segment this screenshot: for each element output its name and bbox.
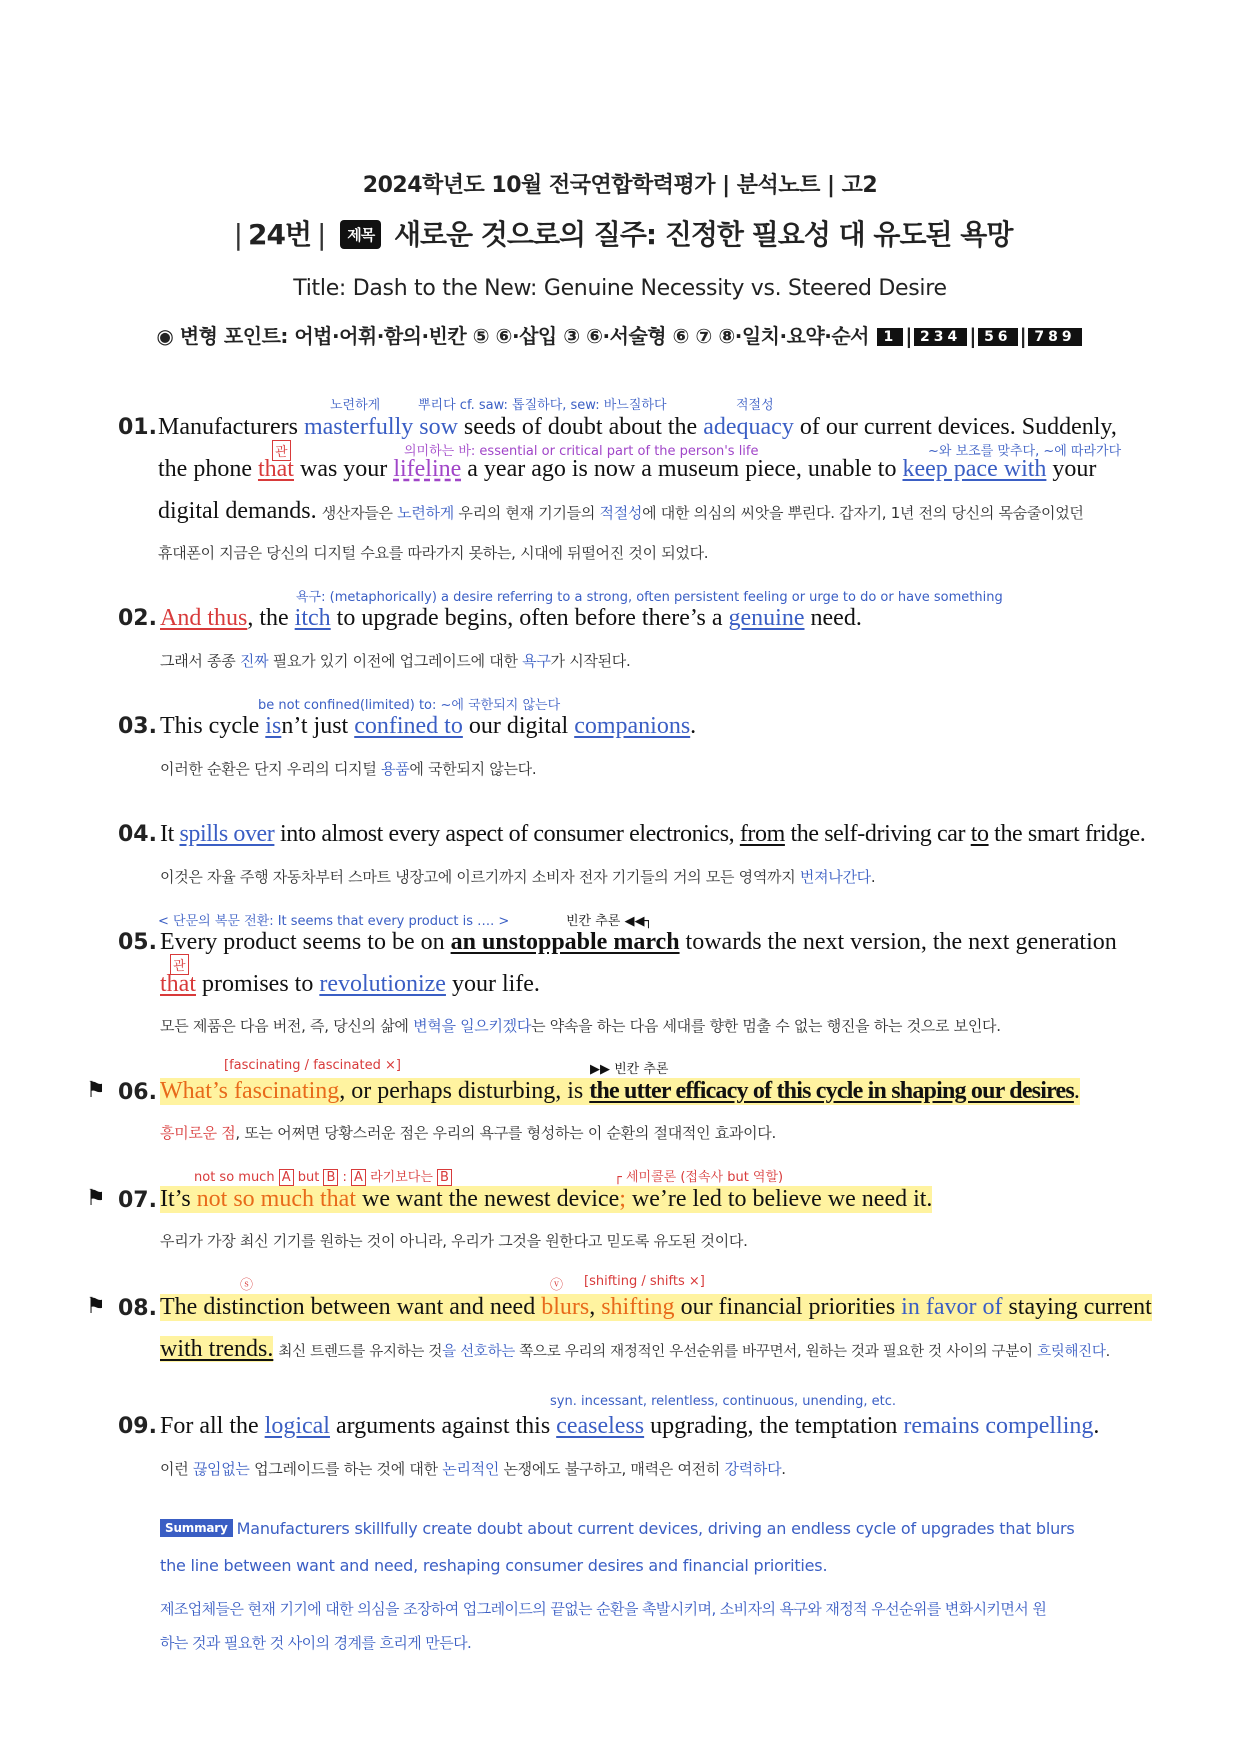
subject-mark: ⓢ bbox=[240, 1278, 254, 1293]
summary-badge: Summary bbox=[160, 1519, 233, 1537]
title-korean: 새로운 것으로의 질주: 진정한 필요성 대 유도된 욕망 bbox=[393, 218, 1013, 251]
sentence-korean: 우리가 가장 최신 기기를 원하는 것이 아니라, 우리가 그것을 원한다고 믿도록 유도된 것이다. bbox=[160, 1232, 748, 1250]
sentence-number: 05. bbox=[118, 930, 157, 955]
sentence-english: And thus, the itch to upgrade begins, often before there’s a genuine need. bbox=[160, 605, 862, 631]
sentence-korean: 그래서 종종 진짜 필요가 있기 이전에 업그레이드에 대한 욕구가 시작된다. bbox=[160, 652, 631, 670]
order-box: 789 bbox=[1028, 328, 1081, 346]
annotation: ▶▶ 빈칸 추론 bbox=[590, 1062, 669, 1077]
sentence-number: 06. bbox=[118, 1080, 157, 1105]
sentence-english: that promises to revolutionize your life. bbox=[160, 971, 540, 997]
sentence-english-continued: with trends. 최신 트렌드를 유지하는 것을 선호하는 쪽으로 우리의 재정적인 우선순위를 바꾸면서, 원하는 것과 필요한 것 사이의 구분이 흐릿해진다. bbox=[160, 1336, 1110, 1362]
sentence-english: What’s fascinating, or perhaps disturbing, is the utter efficacy of this cycle in shaping our desires. bbox=[160, 1078, 1080, 1104]
flag-icon: ⚑ bbox=[86, 1294, 106, 1319]
sentence-number: 04. bbox=[118, 822, 157, 847]
question-number: 24번 bbox=[248, 218, 312, 251]
verb-mark: ⓥ bbox=[550, 1278, 564, 1293]
summary-korean: 제조업체들은 현재 기기에 대한 의심을 조장하여 업그레이드의 끝없는 순환을 촉발시키며, 소비자의 욕구와 재정적 우선순위를 변화시키면서 원 bbox=[160, 1600, 1047, 1618]
order-box: 56 bbox=[978, 328, 1017, 346]
annotation: be not confined(limited) to: ~에 국한되지 않는다 bbox=[258, 698, 561, 713]
annotation: 노련하게 bbox=[330, 398, 381, 413]
annotation: syn. incessant, relentless, continuous, unending, etc. bbox=[550, 1394, 896, 1409]
annotation: 적절성 bbox=[736, 398, 774, 413]
document-subtitle: 2024학년도 10월 전국연합학력평가 | 분석노트 | 고2 bbox=[362, 173, 878, 198]
relative-pronoun-mark: 관 bbox=[170, 954, 189, 975]
sentence-english: Manufacturers masterfully sow seeds of doubt about the adequacy of our current devices. Suddenly, bbox=[158, 414, 1117, 440]
annotation: ┌ 세미콜론 (접속사 but 역할) bbox=[614, 1170, 784, 1185]
points-text: ◉ 변형 포인트: 어법·어휘·함의·빈칸 ⑤ ⑥·삽입 ③ ⑥·서술형 ⑥ ⑦ ⑧·일치·요약·순서 bbox=[156, 324, 869, 348]
sentence-korean: 이런 끊임없는 업그레이드를 하는 것에 대한 논리적인 논쟁에도 불구하고, 매력은 여전히 강력하다. bbox=[160, 1460, 786, 1478]
annotation: 빈칸 추론 ◀◀┐ bbox=[566, 914, 653, 929]
summary-korean: 하는 것과 필요한 것 사이의 경계를 흐리게 만든다. bbox=[160, 1634, 472, 1652]
sentence-korean: 모든 제품은 다음 버전, 즉, 당신의 삶에 변혁을 일으키겠다는 약속을 하는 다음 세대를 향한 멈출 수 없는 행진을 하는 것으로 보인다. bbox=[160, 1017, 1001, 1035]
summary-english: Summary Manufacturers skillfully create doubt about current devices, driving an endless cycle of upgrades that blurs bbox=[160, 1519, 1075, 1538]
sentence-english: The distinction between want and need blurs, shifting our financial priorities in favor of staying current bbox=[160, 1294, 1152, 1320]
summary-english: the line between want and need, reshaping consumer desires and financial priorities. bbox=[160, 1556, 828, 1575]
flag-icon: ⚑ bbox=[86, 1186, 106, 1211]
annotation: not so much A but B : A 라기보다는 B bbox=[194, 1166, 452, 1185]
annotation: < 단문의 복문 전환: It seems that every product is …. > bbox=[158, 914, 510, 929]
title-badge: 제목 bbox=[340, 220, 381, 249]
annotation: [fascinating / fascinated ×] bbox=[224, 1058, 401, 1073]
order-box: 1 bbox=[877, 328, 903, 346]
sentence-korean: 휴대폰이 지금은 당신의 디지털 수요를 따라가지 못하는, 시대에 뒤떨어진 것이 되었다. bbox=[158, 544, 709, 562]
annotation: 뿌리다 cf. saw: 톱질하다, sew: 바느질하다 bbox=[418, 398, 667, 413]
annotation: 욕구: (metaphorically) a desire referring to a strong, often persistent feeling or urge to do or have something bbox=[296, 590, 1003, 605]
order-box: 234 bbox=[914, 328, 967, 346]
annotation: 의미하는 바: essential or critical part of the person's life bbox=[404, 444, 759, 459]
sentence-korean: 흥미로운 점, 또는 어쩌면 당황스러운 점은 우리의 욕구를 형성하는 이 순환의 절대적인 효과이다. bbox=[160, 1124, 776, 1142]
sentence-english: Every product seems to be on an unstoppable march towards the next version, the next generation bbox=[160, 929, 1117, 955]
sentence-english: This cycle isn’t just confined to our digital companions. bbox=[160, 713, 697, 739]
document-title: | 24번 | 제목 새로운 것으로의 질주: 진정한 필요성 대 유도된 욕망 bbox=[233, 218, 1013, 251]
sentence-korean: 이것은 자율 주행 자동차부터 스마트 냉장고에 이르기까지 소비자 전자 기기들의 거의 모든 영역까지 번져나간다. bbox=[160, 868, 876, 886]
sentence-english: For all the logical arguments against this ceaseless upgrading, the temptation remains compelling. bbox=[160, 1413, 1100, 1439]
sentence-english: the phone that was your lifeline a year ago is now a museum piece, unable to keep pace with your bbox=[158, 456, 1097, 482]
sentence-number: 08. bbox=[118, 1296, 157, 1321]
sentence-number: 01. bbox=[118, 415, 157, 440]
sentence-number: 07. bbox=[118, 1188, 157, 1213]
sentence-number: 09. bbox=[118, 1414, 157, 1439]
sentence-number: 02. bbox=[118, 606, 157, 631]
sentence-korean: 생산자들은 노련하게 우리의 현재 기기들의 적절성에 대한 의심의 씨앗을 뿌린다. 갑자기, 1년 전의 당신의 목숨줄이었던 bbox=[321, 504, 1084, 522]
variation-points: ◉ 변형 포인트: 어법·어휘·함의·빈칸 ⑤ ⑥·삽입 ③ ⑥·서술형 ⑥ ⑦ ⑧·일치·요약·순서 1 | 234 | 56 | 789 bbox=[0, 320, 1240, 349]
sentence-english-continued: digital demands. 생산자들은 노련하게 우리의 현재 기기들의 적절성에 대한 의심의 씨앗을 뿌린다. 갑자기, 1년 전의 당신의 목숨줄이었던 bbox=[158, 498, 1084, 524]
sentence-korean: 이러한 순환은 단지 우리의 디지털 용품에 국한되지 않는다. bbox=[160, 760, 537, 778]
title-english: Title: Dash to the New: Genuine Necessity vs. Steered Desire bbox=[293, 276, 947, 301]
flag-icon: ⚑ bbox=[86, 1078, 106, 1103]
sentence-korean: 최신 트렌드를 유지하는 것을 선호하는 쪽으로 우리의 재정적인 우선순위를 바꾸면서, 원하는 것과 필요한 것 사이의 구분이 흐릿해진다. bbox=[278, 1344, 1110, 1360]
annotation: [shifting / shifts ×] bbox=[584, 1274, 705, 1289]
annotation: ~와 보조를 맞추다, ~에 따라가다 bbox=[928, 444, 1122, 459]
sentence-english: It’s not so much that we want the newest device; we’re led to believe we need it. bbox=[160, 1186, 933, 1212]
sentence-english: It spills over into almost every aspect of consumer electronics, from the self-driving car to the smart fridge. bbox=[160, 821, 1146, 847]
relative-pronoun-mark: 관 bbox=[272, 440, 291, 461]
sentence-number: 03. bbox=[118, 714, 157, 739]
